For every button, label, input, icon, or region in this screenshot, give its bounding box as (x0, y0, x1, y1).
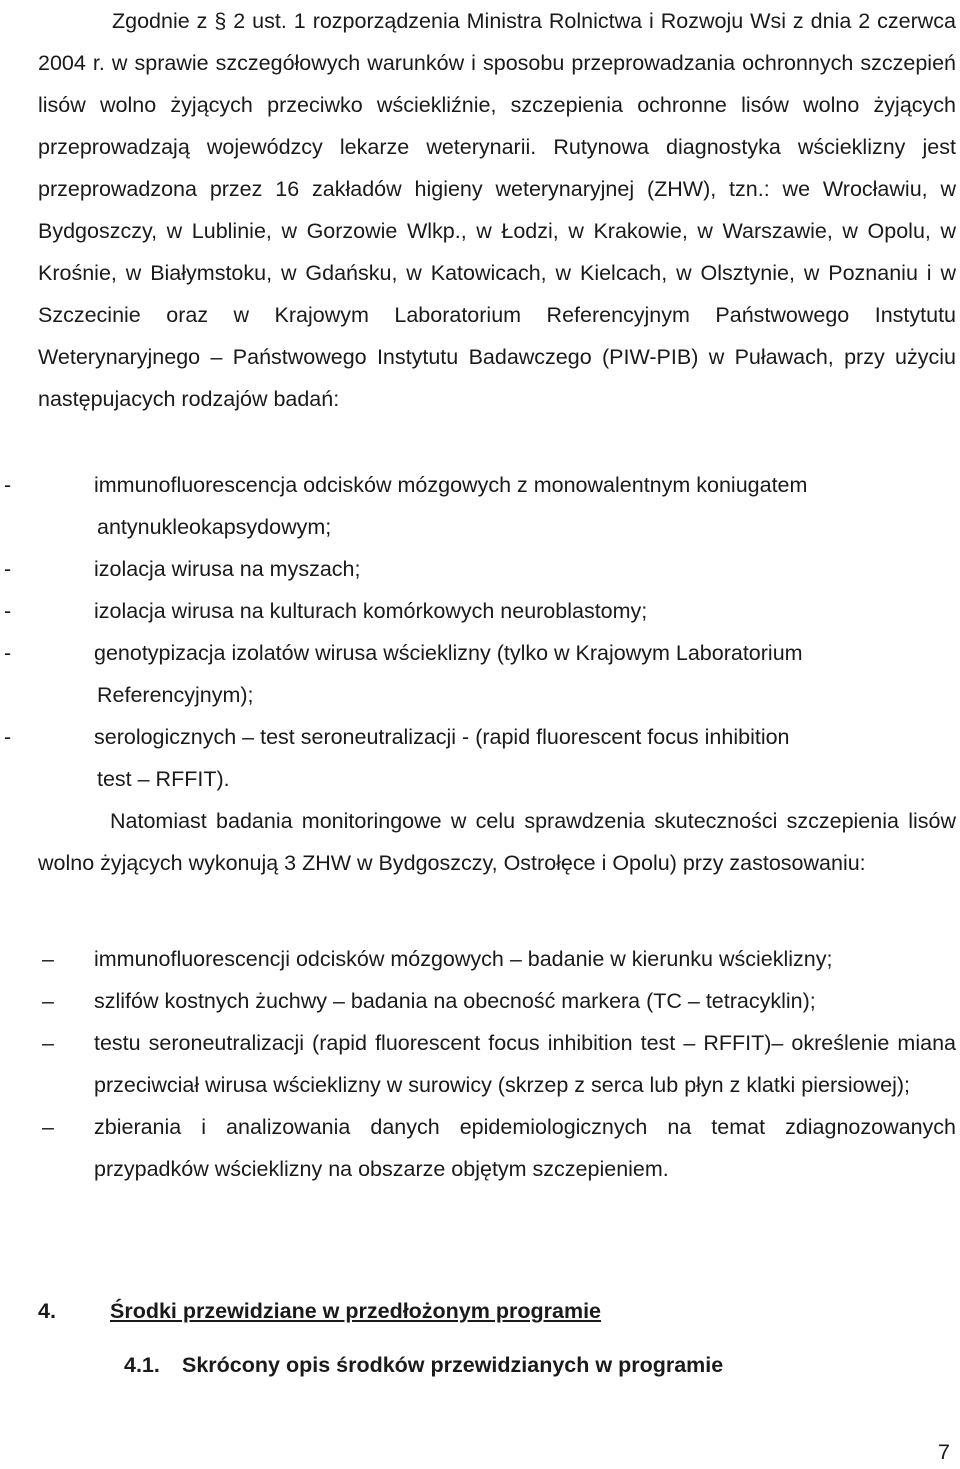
list-item (0, 1106, 956, 1190)
list-item (0, 464, 960, 548)
list-item-line: izolacja wirusa na kulturach komórkowych neuroblastomy; (94, 599, 648, 623)
list-item-text: zbierania i analizowania danych epidemiologicznych na temat zdiagnozowanych przypadków wścieklizny na obszarze objętym szczepieniem. (94, 1115, 956, 1181)
list-item (0, 980, 956, 1022)
list-item (0, 548, 960, 590)
section-title: Środki przewidziane w przedłożonym programie (110, 1299, 602, 1323)
monitoring-paragraph: Natomiast badania monitoringowe w celu sprawdzenia skuteczności szczepienia lisów wolno żyjących wykonują 3 ZHW w Bydgoszczy, Ostrołęce i Opolu) przy zastosowaniu: (38, 809, 956, 875)
list-item-text: szlifów kostnych żuchwy – badania na obecność markera (TC – tetracyklin); (94, 989, 816, 1013)
list-marker: – (42, 947, 54, 971)
subsection-number: 4.1. (124, 1353, 160, 1377)
list-item-text: immunofluorescencji odcisków mózgowych – badanie w kierunku wścieklizny; (94, 947, 833, 971)
list-item-line: immunofluorescencja odcisków mózgowych z monowalentnym koniugatem (94, 473, 808, 497)
list-marker: – (42, 989, 54, 1013)
list-marker: - (4, 557, 12, 581)
list-marker: - (4, 473, 12, 497)
list-item (0, 938, 956, 980)
subsection-title: Skrócony opis środków przewidzianych w programie (182, 1353, 724, 1377)
page-number: 7 (938, 1440, 950, 1464)
monitoring-list (0, 938, 960, 1190)
intro-paragraph: Zgodnie z § 2 ust. 1 rozporządzenia Ministra Rolnictwa i Rozwoju Wsi z dnia 2 czerwca 2004 r. w sprawie szczegółowych warunków i sposobu przeprowadzania ochronnych szczepień lisów wolno żyjących przeciwko wściekliźnie, szczepienia ochronne lisów wolno żyjących przeprowadzają wojewódzcy lekarze weterynarii. Rutynowa diagnostyka wścieklizny jest przeprowadzona przez 16 zakładów higieny weterynaryjnej (ZHW), tzn.: we Wrocławiu, w Bydgoszczy, w Lublinie, w Gorzowie Wlkp., w Łodzi, w Krakowie, w Warszawie, w Opolu, w Krośnie, w Białymstoku, w Gdańsku, w Katowicach, w Kielcach, w Olsztynie, w Poznaniu i w Szczecinie oraz w Krajowym Laboratorium Referencyjnym Państwowego Instytutu Weterynaryjnego – Państwowego Instytutu Badawczego (PIW-PIB) w Puławach, przy użyciu następujacych rodzajów badań: (38, 9, 956, 411)
list-marker: – (42, 1031, 54, 1055)
list-item-line: serologicznych – test seroneutralizacji - (rapid fluorescent focus inhibition (94, 725, 790, 749)
list-item-line: genotypizacja izolatów wirusa wścieklizny (tylko w Krajowym Laboratorium (94, 641, 803, 665)
list-marker: - (4, 599, 12, 623)
list-item-continuation: Referencyjnym); (97, 683, 254, 707)
list-marker: - (4, 725, 12, 749)
diagnostics-list (0, 464, 960, 800)
section-number: 4. (38, 1299, 56, 1323)
list-marker: - (4, 641, 12, 665)
list-item-line: izolacja wirusa na myszach; (94, 557, 361, 581)
list-marker: – (42, 1115, 54, 1139)
list-item-text: testu seroneutralizacji (rapid fluorescent focus inhibition test – RFFIT)– określenie miana przeciwciał wirusa wścieklizny w surowicy (skrzep z serca lub płyn z klatki piersiowej); (94, 1031, 956, 1097)
list-item-continuation: antynukleokapsydowym; (97, 515, 332, 539)
list-item (0, 716, 960, 800)
list-item (0, 632, 960, 716)
list-item-continuation: test – RFFIT). (97, 767, 230, 791)
list-item (0, 1022, 956, 1106)
list-item (0, 590, 960, 632)
